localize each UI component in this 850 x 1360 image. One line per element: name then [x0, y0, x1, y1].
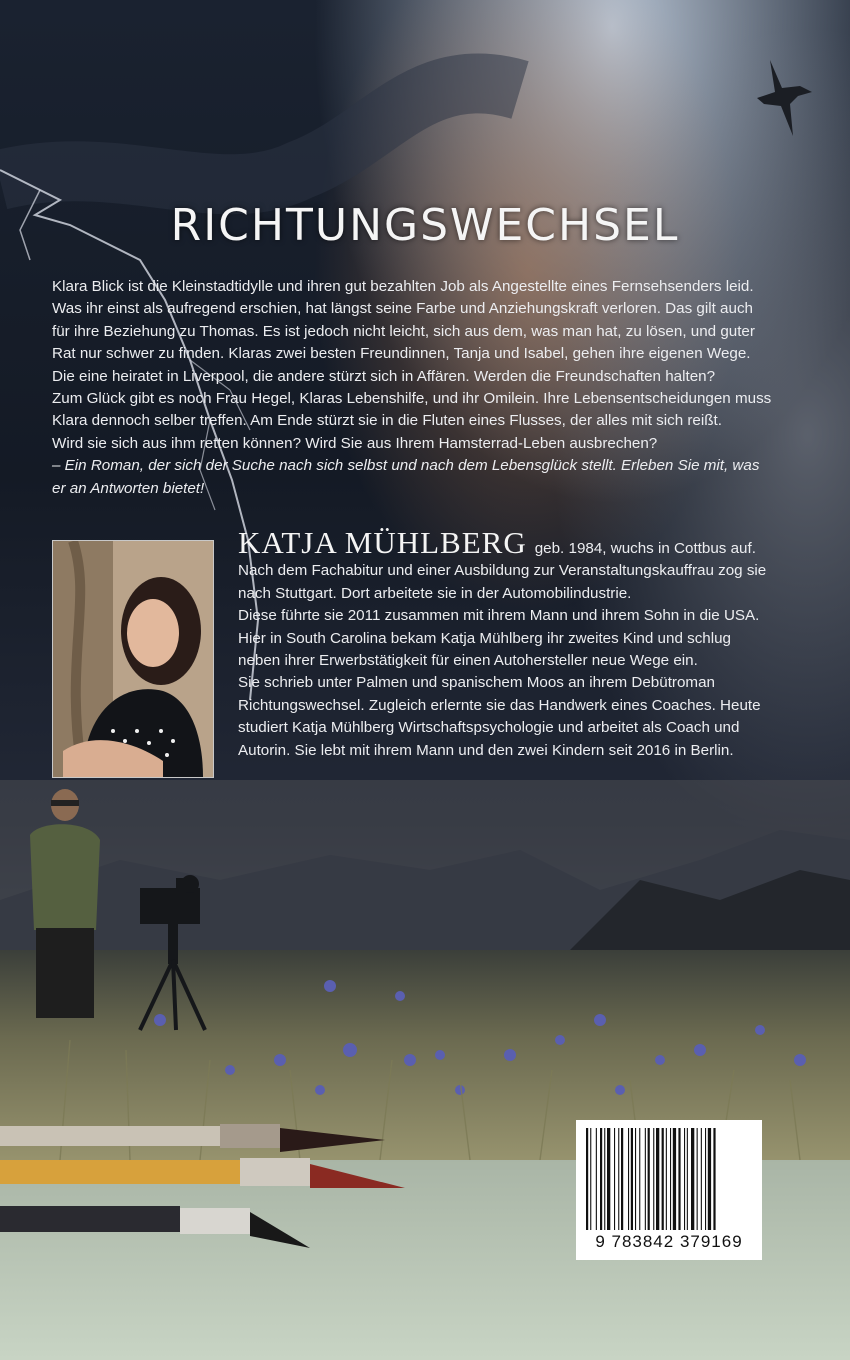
isbn-number: 9 783842 379169 — [595, 1232, 743, 1251]
blurb-line: Wird sie sich aus ihm retten können? Wird Sie aus Ihrem Hamsterrad-Leben ausbrechen? — [52, 434, 658, 452]
blurb-line: für ihre Beziehung zu Thomas. Es ist jedoch nicht leicht, sich aus dem, was man hat, zu lösen, und guter — [52, 322, 755, 340]
author-bio — [238, 525, 828, 762]
book-blurb — [52, 276, 812, 500]
bio-line: Nach dem Fachabitur und einer Ausbildung zur Veranstaltungskauffrau zog sie — [238, 562, 767, 580]
book-title: RICHTUNGSWECHSEL — [170, 200, 680, 251]
blurb-line: Klara Blick ist die Kleinstadtidylle und ihren gut bezahlten Job als Angestellte eines Fernsehsenders leid. — [52, 278, 754, 295]
barcode-bars — [586, 1128, 752, 1230]
blurb-line: Die eine heiratet in Liverpool, die andere stürzt sich in Affären. Werden die Freundschaften halten? — [52, 367, 716, 385]
bio-line: neben ihrer Erwerbstätigkeit für einen Autohersteller neue Wege ein. — [238, 652, 698, 670]
bio-line: nach Stuttgart. Dort arbeitete sie in der Automobilindustrie. — [238, 584, 632, 602]
bio-line: Hier in South Carolina bekam Katja Mühlberg ihr zweites Kind und schlug — [238, 629, 732, 647]
blurb-line: Was ihr einst als aufregend erschien, hat längst seine Farbe und Anziehungskraft verloren. Das gilt auch — [52, 300, 753, 318]
isbn-barcode — [576, 1120, 762, 1260]
author-born-line: geb. 1984, wuchs in Cottbus auf. — [534, 540, 756, 557]
bio-line: Sie schrieb unter Palmen und spanischem Moos an ihrem Debütroman — [238, 674, 715, 692]
blurb-line: Zum Glück gibt es noch Frau Hegel, Klaras Lebenshilfe, und ihr Omilein. Ihre Lebensentscheidungen muss — [52, 390, 772, 408]
bio-line: Richtungswechsel. Zugleich erlernte sie das Handwerk eines Coaches. Heute — [238, 696, 761, 714]
author-name: KATJA MÜHLBERG — [238, 525, 527, 560]
bio-line: Autorin. Sie lebt mit ihrem Mann und den zwei Kindern seit 2016 in Berlin. — [238, 741, 734, 759]
tagline-line: – Ein Roman, der sich der Suche nach sich selbst und nach dem Lebensglück stellt. Erleben Sie mit, was — [52, 457, 760, 475]
author-photo — [52, 540, 214, 778]
bio-line: studiert Katja Mühlberg Wirtschaftspsychologie und arbeitet als Coach und — [238, 719, 740, 737]
bio-line: Diese führte sie 2011 zusammen mit ihrem Mann und ihrem Sohn in die USA. — [238, 607, 760, 625]
tagline-line: er an Antworten bietet! — [52, 479, 205, 497]
blurb-line: Rat nur schwer zu finden. Klaras zwei besten Freundinnen, Tanja und Isabel, gehen ihre eigenen Wege. — [52, 345, 751, 363]
blurb-line: Klara dennoch selber treffen. Am Ende stürzt sie in die Fluten eines Flusses, der alles mit sich reißt. — [52, 412, 722, 430]
